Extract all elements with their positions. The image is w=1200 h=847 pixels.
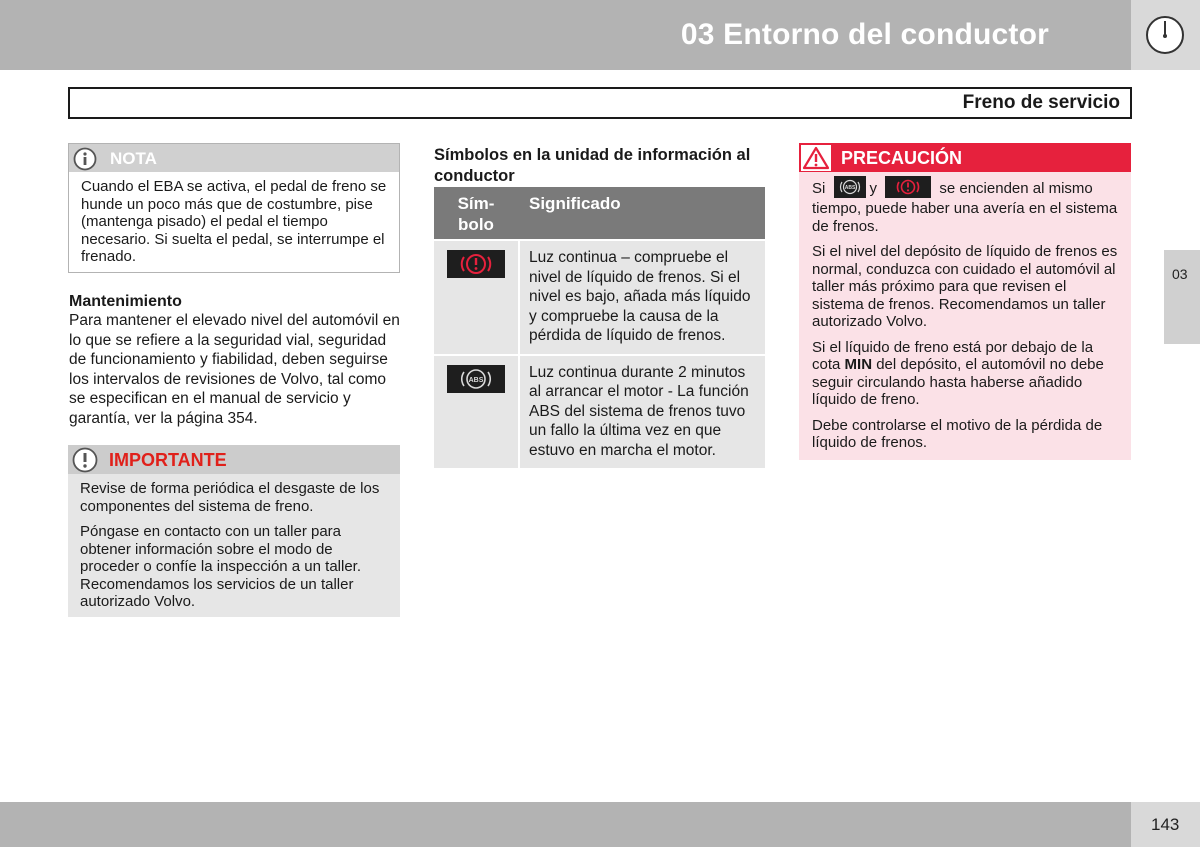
- page-number-box: [1131, 802, 1200, 847]
- caution-paragraph: Si ABS y se encienden al mismo tiempo, puede haber una avería en el sistema de frenos.: [812, 178, 1119, 235]
- caution-header: [799, 143, 1131, 172]
- warning-triangle-icon: [801, 145, 831, 171]
- brake-warning-icon: [885, 176, 931, 198]
- chapter-icon-box: [1131, 0, 1200, 70]
- caution-paragraph: Debe controlarse el motivo de la pérdida de líquido de frenos.: [812, 416, 1103, 451]
- footer-bar: [0, 802, 1131, 847]
- symbols-table-title: Símbolos en la unidad de información al conductor: [434, 146, 751, 185]
- section-title: Freno de servicio: [962, 92, 1120, 113]
- table-row: [434, 239, 765, 354]
- side-tab-label: 03: [1172, 266, 1188, 282]
- note-label: NOTA: [110, 149, 157, 168]
- page-number: 143: [1151, 815, 1180, 834]
- caution-paragraph: Si el nivel del depósito de líquido de frenos es normal, conduzca con cuidado el automóvil al taller más próximo para que revisen el sistema de frenos. Recomendamos un taller autorizado Volvo.: [812, 243, 1118, 330]
- speedometer-icon: [1145, 15, 1185, 55]
- maintenance-text: Para mantener el elevado nivel del automóvil en lo que se refiere a la seguridad vial, seguridad de funcionamiento y fiabilidad, deben seguirse los intervalos de revisiones de Volvo, tal como se especifican en el manual de servicio y garantía, ver la página 354.: [69, 312, 400, 427]
- info-icon: [73, 147, 97, 171]
- brake-warning-icon: [447, 250, 505, 278]
- table-row: [434, 354, 765, 469]
- maintenance-heading: Mantenimiento: [69, 293, 182, 310]
- caution-box: [799, 143, 1131, 460]
- exclamation-icon: [72, 447, 98, 473]
- section-header: [68, 87, 1132, 119]
- table-header: [434, 187, 765, 239]
- min-mark: MIN: [844, 356, 873, 373]
- abs-warning-icon: [834, 176, 866, 198]
- abs-warning-icon: [447, 365, 505, 393]
- note-box: [68, 143, 400, 273]
- important-paragraph: Revise de forma periódica el desgaste de los componentes del sistema de freno.: [80, 480, 380, 515]
- note-text: Cuando el EBA se activa, el pedal de freno se hunde un poco más que de costumbre, pise (mantenga pisado) el pedal el tiempo necesario. Si suelta el pedal, se interrumpe el frenado.: [81, 178, 387, 265]
- row-meaning: Luz continua – compruebe el nivel de líquido de frenos. Si el nivel es bajo, añada más líquido y compruebe la causa de la pérdida de líquido de frenos.: [529, 249, 751, 344]
- important-box: [68, 445, 400, 617]
- caution-paragraph: Si el líquido de freno está por debajo de la cota MIN del depósito, el automóvil no debe seguir circulando hasta haberse añadido líquido de freno.: [812, 338, 1104, 408]
- symbols-table: [434, 187, 765, 468]
- maintenance-section: [69, 292, 404, 428]
- important-header: [68, 445, 400, 474]
- important-paragraph: Póngase en contacto con un taller para obtener información sobre el modo de proceder o confíe la inspección a un taller. Recomendamos los servicios de un taller autorizado Volvo.: [80, 523, 362, 610]
- row-meaning: Luz continua durante 2 minutos al arrancar el motor - La función ABS del sistema de frenos tuvo un fallo la última vez en que estuvo en marcha el motor.: [529, 363, 749, 459]
- important-label: IMPORTANTE: [109, 450, 227, 470]
- note-header: [69, 144, 399, 172]
- col-meaning-header: Significado: [529, 194, 621, 213]
- caution-label: PRECAUCIÓN: [841, 148, 963, 168]
- svg-text:ABS: ABS: [844, 185, 855, 191]
- svg-text:ABS: ABS: [468, 376, 484, 384]
- header-bar: [0, 0, 1131, 70]
- chapter-side-tab[interactable]: [1164, 250, 1200, 344]
- chapter-title: 03 Entorno del conductor: [680, 18, 1049, 51]
- col-symbol-header: Sím- bolo: [457, 194, 495, 234]
